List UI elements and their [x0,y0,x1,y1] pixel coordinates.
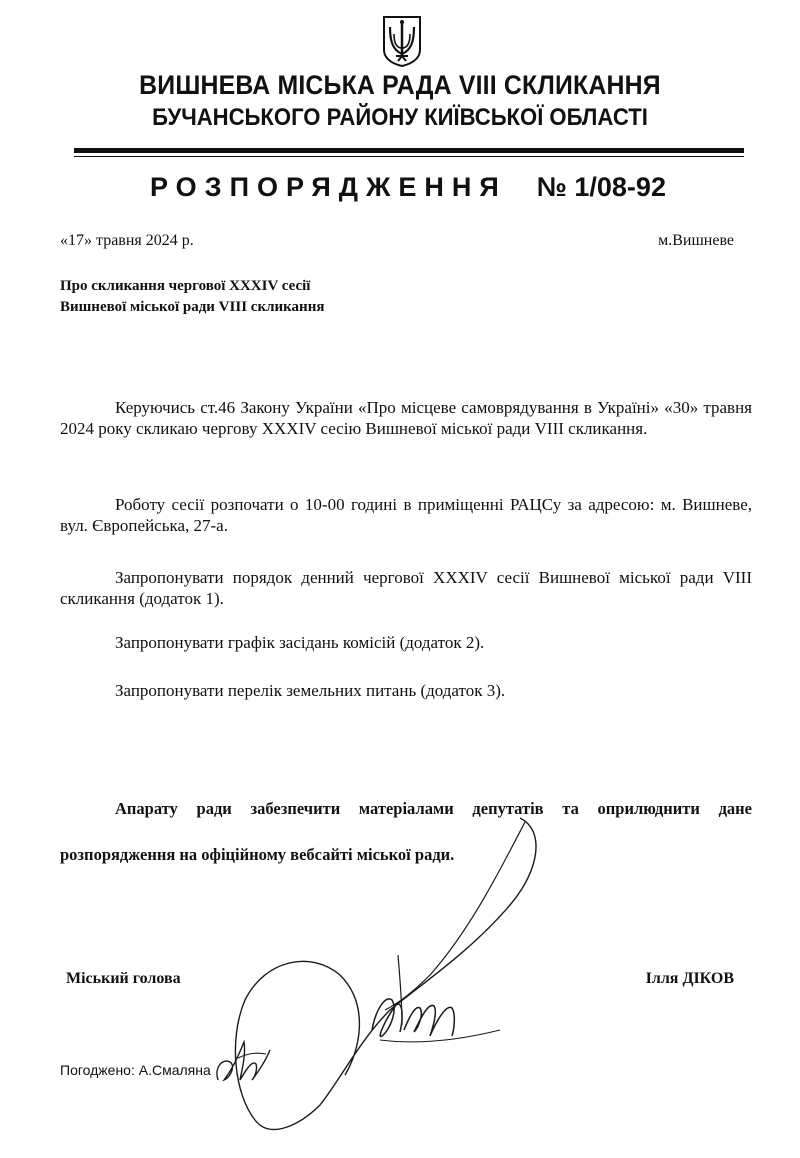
agreed-by: Погоджено: А.Смаляна [60,1062,211,1078]
signatory-name: Ілля ДІКОВ [645,970,734,987]
paragraph-land-issues: Запропонувати перелік земельних питань (додаток 3). [115,681,506,700]
district-name: БУЧАНСЬКОГО РАЙОНУ КИЇВСЬКОЇ ОБЛАСТІ [152,104,648,131]
document-date: «17» травня 2024 р. [60,232,194,249]
document-number: № 1/08-92 [536,172,666,202]
paragraph-agenda: Запропонувати порядок денний чергової XXXIV сесії Вишневої міської ради VIII скликання (додаток 1). [60,568,752,608]
approver-signature [210,1030,280,1090]
subject-line-1: Про скликання чергової XXXIV сесії [60,278,311,294]
paragraph-publication: Апарату ради забезпечити матеріалами депутатів та оприлюднити дане розпорядження на офіційному вебсайті міської ради. [60,799,752,864]
document-place: м.Вишневе [658,232,734,249]
paragraph-committee-schedule: Запропонувати графік засідань комісій (додаток 2). [115,633,485,652]
document-type: РОЗПОРЯДЖЕННЯ [150,172,507,202]
paragraph-session-start: Роботу сесії розпочати о 10-00 годині в приміщенні РАЦСу за адресою: м. Вишневе, вул. Європейська, 27-а. [60,495,752,535]
council-name: ВИШНЕВА МІСЬКА РАДА VIII СКЛИКАННЯ [139,70,661,100]
paragraph-legal-basis: Керуючись ст.46 Закону України «Про місцеве самоврядування в Україні» «30» травня 2024 року скликаю чергову XXXIV сесію Вишневої міської ради VIII скликання. [60,398,752,438]
signatory-position: Міський голова [66,970,181,987]
subject-line-2: Вишневої міської ради VIII скликання [60,299,325,315]
